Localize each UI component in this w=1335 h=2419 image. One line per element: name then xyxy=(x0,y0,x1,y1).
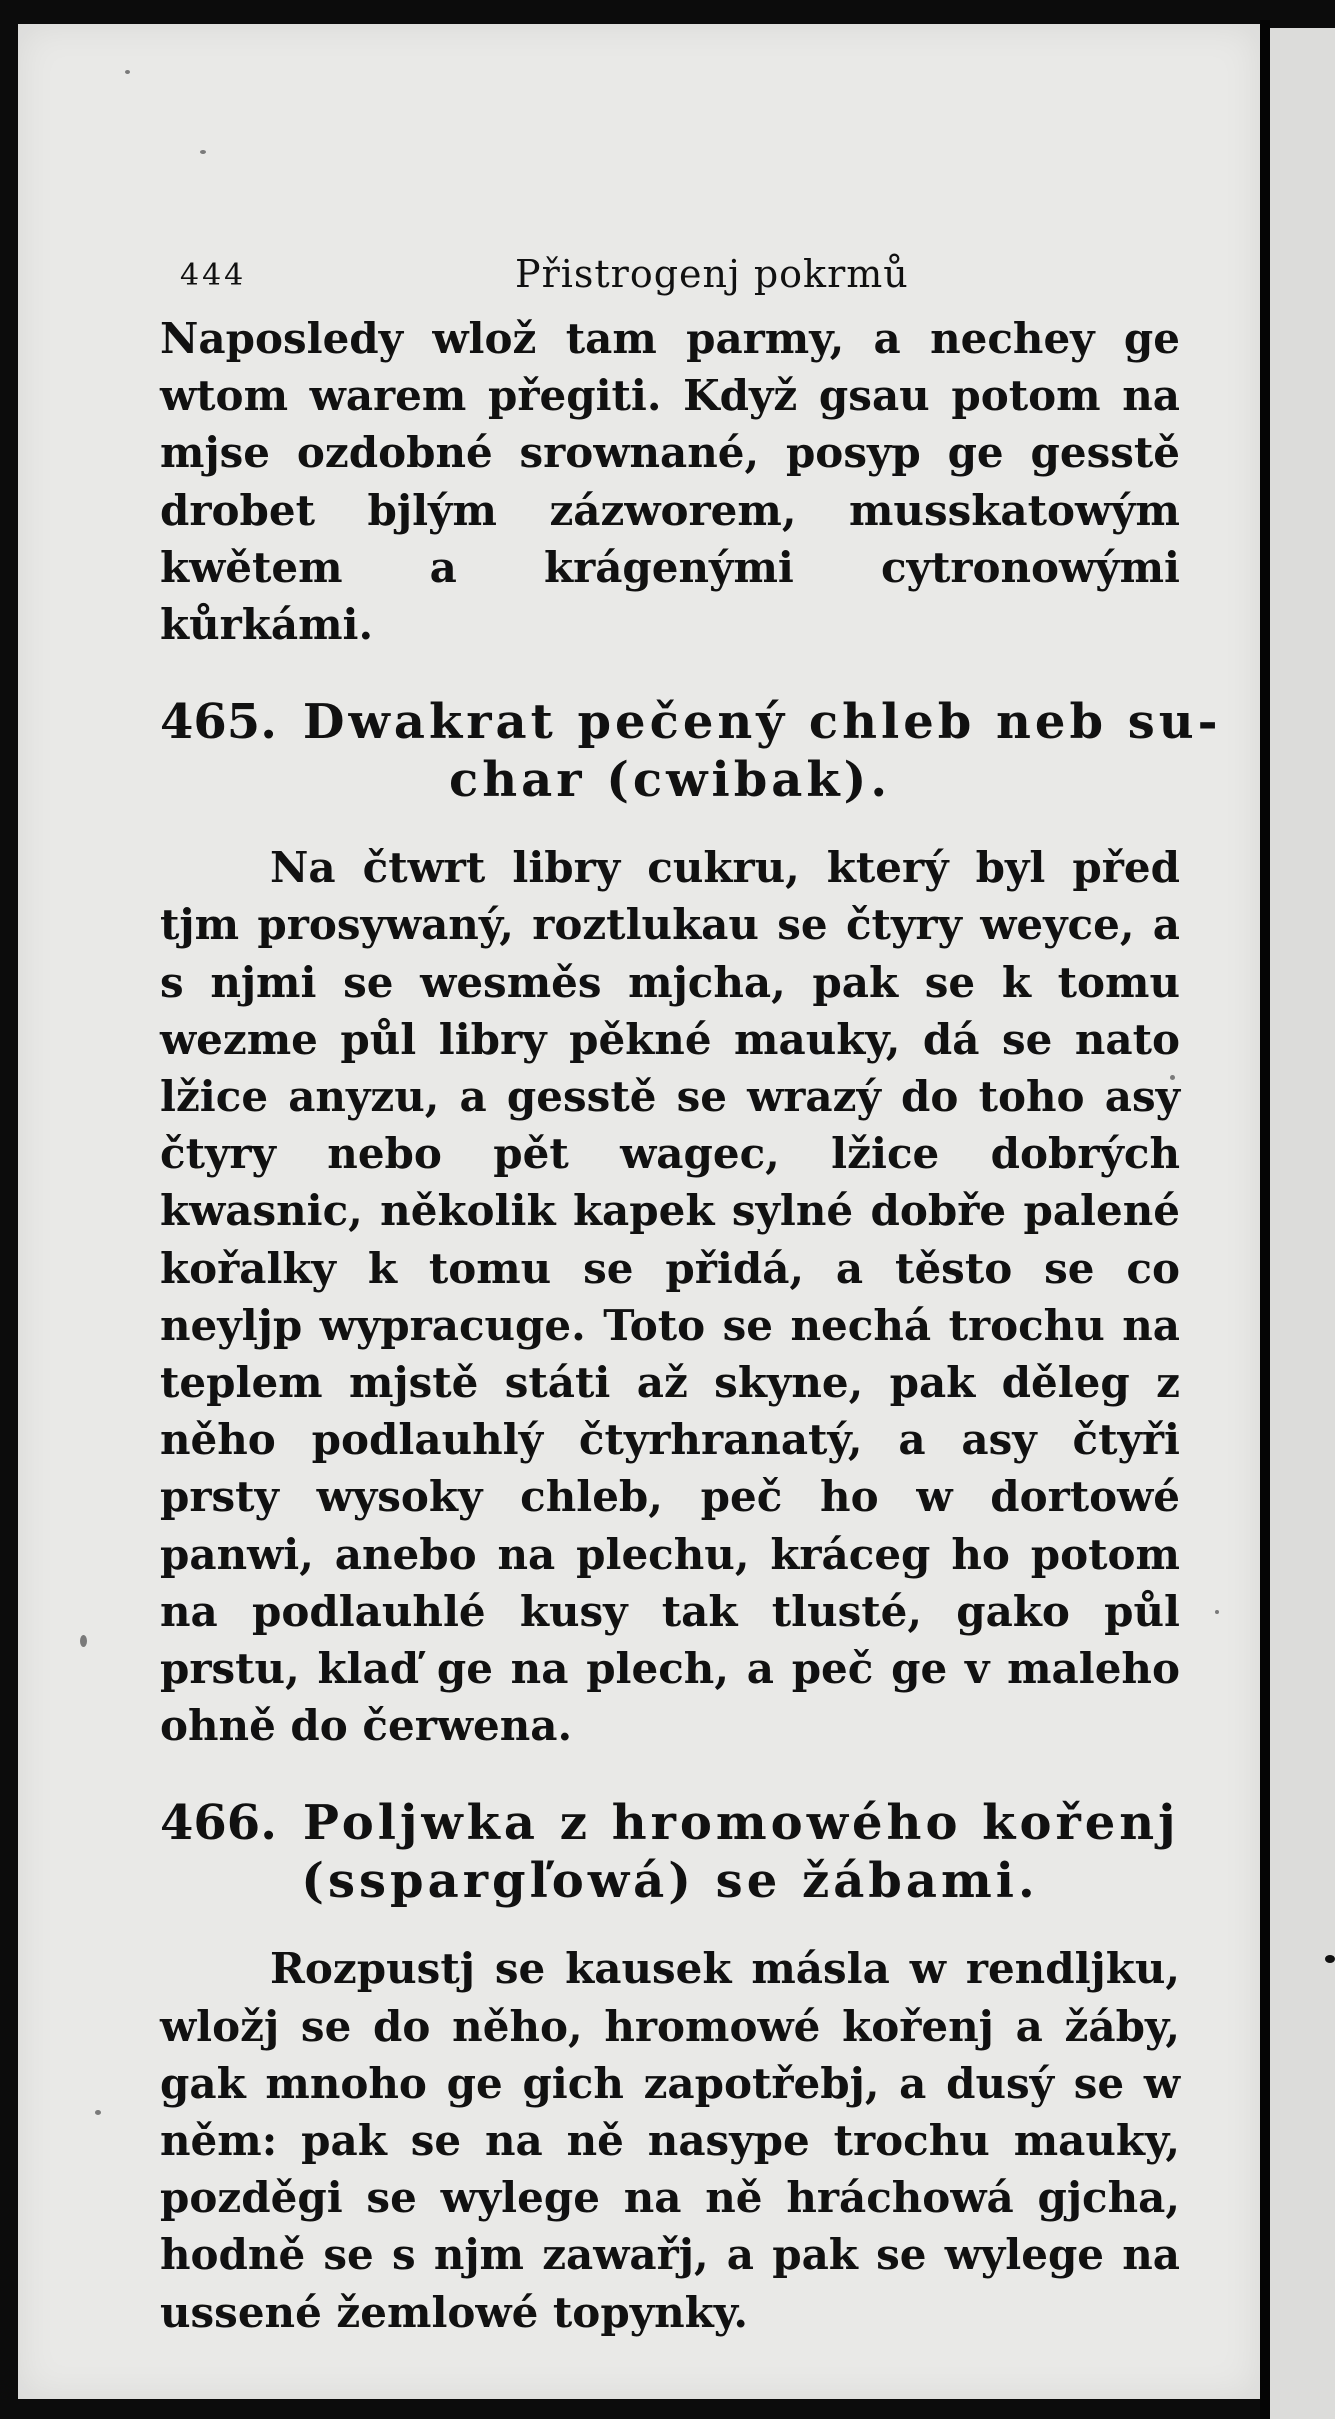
carry-over-paragraph: Naposledy wlož tam parmy, a nechey ge wtom warem přegiti. Když gsau potom na mjse ozdobné srownané, posyp ge gesstě drobet bjlým zázworem, musskatowým kwětem a krágenými cytronowými kůrkámi. xyxy=(160,314,1180,650)
recipe-title-continued: (sspargľowá) se žábami. xyxy=(301,1853,1039,1910)
recipe-title: Poljwka z hromowého kořenj xyxy=(302,1795,1180,1852)
recipe-heading xyxy=(160,1794,1180,1910)
recipe-title-continued: char (cwibak). xyxy=(448,752,892,809)
facing-page-edge xyxy=(1270,28,1335,2419)
running-head xyxy=(160,250,1180,310)
recipe-body: Rozpustj se kausek másla w rendljku, wložj se do něho, hromowé kořenj a žáby, gak mnoho ge gich zapotřebj, a dusý se w něm: pak se na ně nasype trochu mauky, pozděgi se wylege na ně hráchowá gjcha, hodně se s njm zawařj, a pak se wylege na ussené žemlowé topynky. xyxy=(160,1944,1180,2337)
paper-speck xyxy=(95,2110,101,2115)
recipe-heading xyxy=(160,693,1222,809)
page-gutter-shadow xyxy=(1260,20,1270,2419)
recipe-heading-line xyxy=(160,1794,1180,1852)
recipe-heading-line xyxy=(160,693,1222,751)
paper-speck xyxy=(80,1635,87,1647)
paper-speck xyxy=(125,70,130,74)
running-title: Přistrogenj pokrmů xyxy=(515,252,909,296)
page-text-block xyxy=(160,250,1222,2341)
paper-speck xyxy=(1325,1955,1335,1963)
paper-speck xyxy=(1215,1610,1219,1614)
recipe-number: 466. xyxy=(160,1795,277,1852)
page-number: 444 xyxy=(180,258,247,293)
recipe-number: 465. xyxy=(160,694,277,751)
recipe-title: Dwakrat pečený chleb neb su- xyxy=(302,694,1222,751)
recipe-body: Na čtwrt libry cukru, který byl před tjm prosywaný, roztlukau se čtyry weyce, a s njmi se wesměs mjcha, pak se k tomu wezme půl libry pěkné mauky, dá se nato lžice anyzu, a gesstě se wrazý do toho asy čtyry nebo pět wagec, lžice dobrých kwasnic, několik kapek sylné dobře palené kořalky k tomu se přidá, a těsto se co neyljp wypracuge. Toto se nechá trochu na teplem mjstě státi až skyne, pak děleg z něho podlauhlý čtyrhranatý, a asy čtyři prsty wysoky chleb, peč ho w dortowé panwi, anebo na plechu, kráceg ho potom na podlauhlé kusy tak tlusté, gako půl prstu, klaď ge na plech, a peč ge v maleho ohně do čerwena. xyxy=(160,843,1180,1751)
paper-speck xyxy=(200,150,206,154)
